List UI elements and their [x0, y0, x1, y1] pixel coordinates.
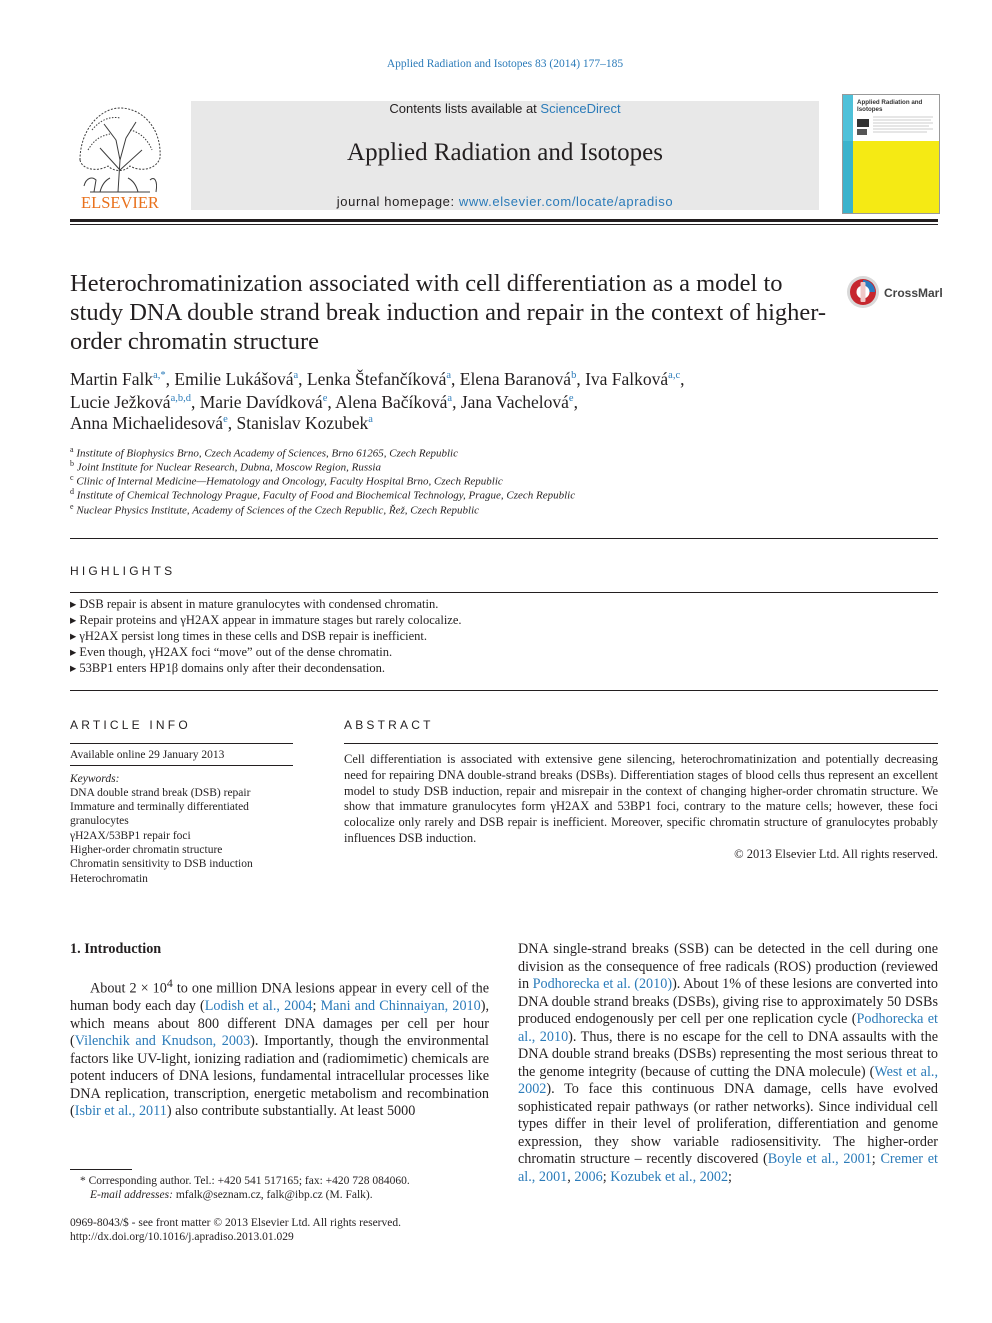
affiliation-b — [70, 459, 381, 474]
highlight-item: ▸ 53BP1 enters HP1β domains only after their decondensation. — [70, 661, 386, 675]
highlight-item: ▸ Even though, γH2AX foci “move” out of the dense chromatin. — [70, 645, 393, 659]
text-run: About 2 × 10 — [90, 980, 167, 997]
introduction-heading: 1. Introduction — [70, 941, 162, 957]
section-divider — [70, 538, 938, 539]
citation-link[interactable]: Kozubek et al., 2002 — [610, 1168, 729, 1185]
abstract-rule — [344, 743, 938, 744]
keyword-item: granulocytes — [70, 815, 129, 827]
affiliation-key: b — [70, 459, 74, 468]
text-run: , — [567, 1168, 575, 1185]
affiliation-text: Nuclear Physics Institute, Academy of Sciences of the Czech Republic, Řež, Czech Republic — [76, 504, 480, 517]
citation-link[interactable]: Cremer et al., 2001 — [518, 1151, 938, 1185]
citation-link[interactable]: Boyle et al., 2001 — [767, 1151, 872, 1167]
text-run: to one million DNA lesions appear in every cell of the human body each day ( — [70, 980, 489, 1015]
affiliation-text: Joint Institute for Nuclear Research, Dubna, Moscow Region, Russia — [76, 461, 381, 474]
author-name: Alena Bačíková — [335, 392, 448, 412]
issn-line: 0969-8043/$ - see front matter © 2013 Elsevier Ltd. All rights reserved. — [70, 1217, 401, 1229]
article-info-heading: ARTICLE INFO — [70, 718, 191, 732]
author-separator: , — [227, 413, 237, 433]
text-run: ). About 1% of these lesions are converted into DNA double strand breaks (DSBs), giving rise to approximately 50 DSBs produced endogenously per cell per one replication cycle ( — [518, 976, 939, 1027]
author-name: Anna Michaelidesová — [70, 413, 224, 433]
crossmark-label: CrossMark — [884, 286, 942, 300]
author-name: Martin Falk — [70, 369, 154, 389]
author-line-1 — [70, 369, 685, 390]
keyword-item: Immature and terminally differentiated — [70, 801, 249, 813]
highlights-top-rule — [70, 592, 938, 593]
affiliation-c — [70, 473, 503, 488]
doi-link[interactable]: http://dx.doi.org/10.1016/j.apradiso.2013.01.029 — [70, 1231, 294, 1243]
keywords-label: Keywords: — [70, 773, 120, 785]
author-name: Elena Baranová — [459, 369, 572, 389]
journal-cover-thumbnail[interactable] — [842, 94, 940, 214]
abstract-copyright: © 2013 Elsevier Ltd. All rights reserved. — [734, 847, 938, 861]
affiliation-key: d — [70, 487, 74, 496]
author-name: Lucie Ježková — [70, 392, 171, 412]
affiliation-a — [70, 445, 458, 460]
intro-column-2-paragraph — [518, 941, 938, 1186]
crossmark-badge[interactable] — [846, 274, 942, 310]
author-affiliation-marker[interactable]: a — [293, 370, 299, 382]
cover-title-line-1: Applied Radiation and — [857, 99, 923, 106]
elsevier-logo[interactable] — [70, 100, 170, 212]
author-name: Emilie Lukášová — [174, 369, 294, 389]
author-separator: , — [573, 392, 578, 412]
highlight-item: ▸ γH2AX persist long times in these cells and DSB repair is inefficient. — [70, 629, 427, 643]
header-divider-thick — [70, 219, 938, 222]
author-name: Jana Vachelová — [460, 392, 569, 412]
author-name: Stanislav Kozubek — [236, 413, 369, 433]
author-name: Marie Davídková — [199, 392, 323, 412]
citation-link[interactable]: Vilenchik and Knudson, 2003 — [74, 1033, 251, 1050]
author-name: Iva Falková — [585, 369, 669, 389]
keyword-item: Chromatin sensitivity to DSB induction — [70, 858, 253, 870]
author-separator: , — [451, 369, 460, 389]
author-affiliation-marker[interactable]: e — [568, 393, 574, 405]
keyword-item: γH2AX/53BP1 repair foci — [70, 830, 191, 842]
citation-link[interactable]: Mani and Chinnaiyan, 2010 — [320, 998, 481, 1015]
affiliation-text: Institute of Chemical Technology Prague, Faculty of Food and Biochemical Technology, Prague, Czech Republic — [76, 489, 576, 502]
elsevier-wordmark: ELSEVIER — [81, 193, 159, 212]
text-run: ; — [871, 1151, 881, 1167]
author-affiliation-marker[interactable]: a — [447, 393, 453, 405]
contents-available-line — [191, 101, 819, 116]
affiliation-text: Institute of Biophysics Brno, Czech Academy of Sciences, Brno 61265, Czech Republic — [76, 447, 458, 460]
journal-citation[interactable]: Applied Radiation and Isotopes 83 (2014) 177–185 — [386, 58, 624, 70]
author-separator: , — [327, 392, 336, 412]
author-separator: , — [452, 392, 461, 412]
text-run: ). Importantly, though the environmental factors like UV-light, ionizing radiation and (radiomimetic) chemicals are potent inducers of DNA lesions, fundamental intracellular processes like DNA replication, transcription, energetic metabolism and recombination ( — [70, 1033, 489, 1120]
header-divider-thin — [70, 224, 938, 225]
author-affiliation-marker[interactable]: a,b,d — [170, 393, 191, 405]
abstract-heading: ABSTRACT — [344, 718, 434, 732]
highlights-heading: HIGHLIGHTS — [70, 564, 176, 578]
article-title: Heterochromatinization associated with cell differentiation as a model to study DNA double strand break induction and repair in the context of higher-order chromatin structure — [70, 270, 827, 355]
journal-cover-image — [843, 95, 939, 213]
superscript: 4 — [166, 976, 173, 990]
article-info-rule — [70, 743, 293, 744]
footnote-rule — [70, 1169, 132, 1170]
highlight-item: ▸ Repair proteins and γH2AX appear in immature stages but rarely colocalize. — [70, 613, 462, 627]
affiliation-key: e — [70, 502, 74, 511]
homepage-link[interactable]: www.elsevier.com/locate/apradiso — [458, 194, 674, 209]
author-separator: , — [680, 369, 685, 389]
email-addresses[interactable]: mfalk@seznam.cz, falk@ibp.cz (M. Falk). — [172, 1189, 373, 1201]
crossmark-icon — [846, 274, 942, 310]
author-name: Lenka Štefančíková — [306, 369, 447, 389]
text-run: ). To face this continuous DNA damage, cells have evolved sophisticated repair pathways (or rather networks). Since individual cell types differ in their level of proliferation, differentiation and genome expression, they show variable radiosensitivity. The higher-order chromatin structure – recently discovered ( — [518, 1081, 938, 1167]
intro-paragraph-1 — [70, 975, 489, 1121]
text-run: ; — [602, 1168, 611, 1185]
citation-link[interactable]: Lodish et al., 2004 — [204, 998, 313, 1015]
citation-link[interactable]: Isbir et al., 2011 — [74, 1103, 167, 1120]
text-run: ; — [728, 1168, 732, 1185]
contents-prefix: Contents lists available at — [389, 101, 541, 116]
citation-link[interactable]: Podhorecka et al., 2010 — [518, 1011, 938, 1045]
text-run: ), which means about 800 different DNA damages per cell per hour ( — [70, 998, 490, 1050]
corresponding-author-note: * Corresponding author. Tel.: +420 541 517165; fax: +420 728 084060. — [80, 1175, 410, 1187]
author-line-3 — [70, 413, 373, 434]
text-run: DNA single-strand breaks (SSB) can be detected in the cell during one division as the consequence of free radicals (ROS) production (reviewed in — [518, 941, 938, 992]
author-affiliation-marker[interactable]: a — [446, 370, 452, 382]
abstract-text: Cell differentiation is associated with extensive gene silencing, heterochromatinization and potentially decreasing need for repairing DNA double-strand breaks (DSBs). Differentiation stages of blood cells thus represent an excellent model to study DSB induction, repair and misrepair in the context of changing higher-order chromatin structure. We show that immature granulocytes form γH2AX and 53BP1 foci, contrary to the mature cells; however, these foci colocalize only rarely and DSB repair is inefficient. Moreover, specific chromatin structure of granulocytes probably influences DSB induction. — [344, 752, 938, 845]
citation-link[interactable]: Podhorecka et al. (2010) — [532, 976, 673, 992]
author-line-2 — [70, 392, 578, 413]
journal-name: Applied Radiation and Isotopes — [347, 139, 663, 166]
email-note — [90, 1189, 373, 1201]
highlight-item: ▸ DSB repair is absent in mature granulocytes with condensed chromatin. — [70, 597, 439, 611]
highlights-bottom-rule — [70, 690, 938, 691]
article-info-rule — [70, 765, 293, 766]
available-online-date: Available online 29 January 2013 — [70, 749, 225, 761]
journal-homepage-line — [191, 194, 819, 209]
author-separator: , — [165, 369, 175, 389]
keyword-item: DNA double strand break (DSB) repair — [70, 787, 251, 799]
author-affiliation-marker[interactable]: a,* — [153, 370, 166, 382]
text-run: ). Thus, there is no escape for the cell to DNA assaults with the DNA double strand breaks (DSBs) representing the most serious threat to the genome integrity (because of cutting the DNA molecule) ( — [518, 1028, 938, 1080]
author-affiliation-marker[interactable]: e — [223, 414, 228, 426]
citation-link[interactable]: West et al., 2002 — [518, 1063, 938, 1097]
homepage-prefix: journal homepage: — [336, 194, 459, 209]
author-separator: , — [576, 369, 586, 389]
affiliation-text: Clinic of Internal Medicine—Hematology and Oncology, Faculty Hospital Brno, Czech Republic — [76, 475, 503, 488]
elsevier-tree-icon — [70, 100, 170, 212]
affiliation-e — [70, 502, 479, 517]
keyword-item: Heterochromatin — [70, 873, 148, 885]
text-run: ) also contribute substantially. At least 5000 — [166, 1103, 416, 1120]
cover-title-line-2: Isotopes — [857, 106, 883, 113]
author-separator: , — [191, 392, 200, 412]
author-separator: , — [298, 369, 307, 389]
email-label: E-mail addresses: — [90, 1189, 173, 1201]
affiliation-d — [70, 487, 575, 502]
affiliation-key: c — [70, 473, 74, 482]
citation-link[interactable]: 2006 — [574, 1168, 603, 1185]
author-affiliation-marker[interactable]: a — [368, 414, 373, 426]
affiliation-key: a — [70, 445, 74, 454]
author-affiliation-marker[interactable]: a,c — [668, 370, 681, 382]
author-affiliation-marker[interactable]: e — [322, 393, 328, 405]
keyword-item: Higher-order chromatin structure — [70, 844, 223, 856]
sciencedirect-link[interactable]: ScienceDirect — [540, 101, 621, 116]
author-affiliation-marker[interactable]: b — [571, 370, 577, 382]
text-run: ; — [312, 998, 321, 1015]
